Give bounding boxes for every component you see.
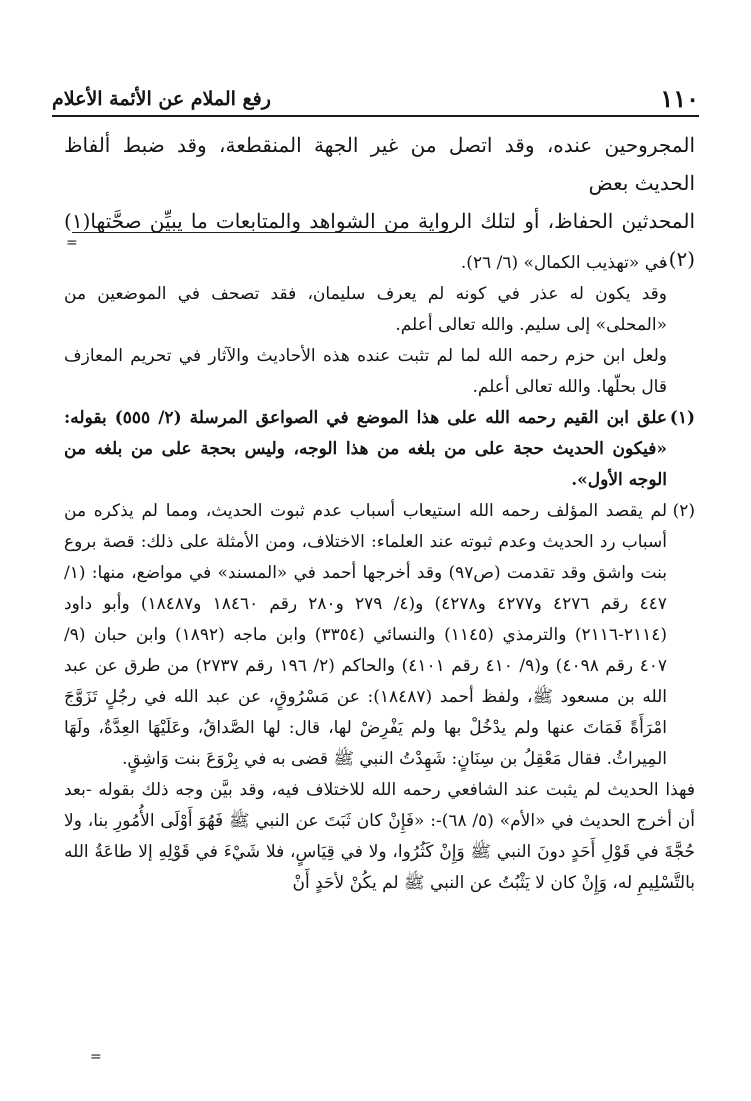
footnote-continuation-paragraph: وقد يكون له عذر في كونه لم يعرف سليمان، فقد تصحف في الموضعين من «المحلى» إلى سليم. والله تعالى أعلم. <box>64 284 667 335</box>
main-line: المجروحين عنده، وقد اتصل من غير الجهة المنقطعة، وقد ضبط ألفاظ الحديث بعض <box>64 133 695 195</box>
footnote-separator <box>72 232 452 233</box>
footnote-text: لم يقصد المؤلف رحمه الله استيعاب أسباب عدم ثبوت الحديث، ومما لم يذكره من أسباب رد الحديث وعدم ثبوته عند العلماء: الاختلاف، ومن الأمثلة على ذلك: قصة بروع بنت واشق وقد تقدمت (ص٩٧) وقد أخرجها أحمد في «المسند» في مواضع، منها: (١/ ٤٤٧ رقم ٤٢٧٦ و٤٢٧٧ و٤٢٧٨) و(٤/ ٢٧٩ و٢٨٠ رقم ١٨٤٦٠ و١٨٤٨٧) وأبو داود (٢١١٤-٢١١٦) والترمذي (١١٤٥) والنسائي (٣٣٥٤) وابن ماجه (١٨٩٢) وابن حبان (٩/ ٤٠٧ رقم ٤٠٩٨) و(٩/ ٤١٠ رقم ٤١٠١) والحاكم (٢/ ١٩٦ رقم ٢٧٣٧) من طرق عن عبد الله بن مسعود ﷺ، ولفظ أحمد (١٨٤٨٧): عن مَسْرُوقٍ، عن عبد الله في رجُلٍ تَزَوَّجَ امْرَأَةً فَمَاتَ عنها ولم يدْخُلْ بها ولم يَفْرِضْ لها، قال: لها الصَّداقُ، وعَلَيْهَا العِدَّةُ، ولَهَا المِيراثُ. فقال مَعْقِلُ بن سِنَانٍ: شَهِدْتُ النبي ﷺ قضى به في بِرْوَعَ بنت وَاشِقٍ. <box>64 501 667 769</box>
continuation-mark: = <box>90 1049 102 1065</box>
main-line: المحدثين الحفاظ، أو لتلك الرواية من الشواهد والمتابعات ما يبيِّن صحَّتها(١)(٢). <box>64 209 695 271</box>
footnote-2 <box>64 496 695 775</box>
footnote-text: علق ابن القيم رحمه الله على هذا الموضع في الصواعق المرسلة (٢/ ٥٥٥) بقوله: «فيكون الحديث حجة على من بلغه من هذا الوجه، وليس بحجة على من بلغه من الوجه الأول». <box>64 408 667 490</box>
footnote-continuation-paragraph: في «تهذيب الكمال» (٦/ ٢٦). <box>460 253 667 273</box>
page-number: ١١٠ <box>660 84 699 113</box>
footnotes <box>64 248 695 899</box>
header-rule <box>52 115 699 117</box>
footnote-number: (١) <box>669 408 695 428</box>
continuation-mark: = <box>66 235 78 251</box>
page-header <box>52 78 699 114</box>
running-title: رفع الملام عن الأئمة الأعلام <box>52 88 271 110</box>
footnote-1 <box>64 403 695 496</box>
footnote-continuation-paragraph: ولعل ابن حزم رحمه الله لما لم تثبت عنده هذه الأحاديث والآثار في تحريم المعازف قال بحلّها. والله تعالى أعلم. <box>64 346 667 397</box>
footnote-number: (٢) <box>672 501 695 521</box>
footnote-paragraph: فهذا الحديث لم يثبت عند الشافعي رحمه الله للاختلاف فيه، وقد بيَّن وجه ذلك بقوله -بعد أن أخرج الحديث في «الأم» (٥/ ٦٨)-: «فَإِنْ كان ثَبَتَ عن النبي ﷺ فَهُوَ أَوْلَى الأُمُورِ بنا، ولا حُجَّةَ في قَوْلِ أَحَدٍ دونَ النبي ﷺ وَإِنْ كَثُرُوا، ولا في قِيَاسٍ، فلا شَيْءَ في قَوْلِهِ إلا طاعَةُ الله بالتَّسْلِيمِ له، وَإِنْ كان لا يَثْبُتُ عن النبي ﷺ لم يكُنْ لأحَدٍ أَنْ <box>64 780 695 893</box>
